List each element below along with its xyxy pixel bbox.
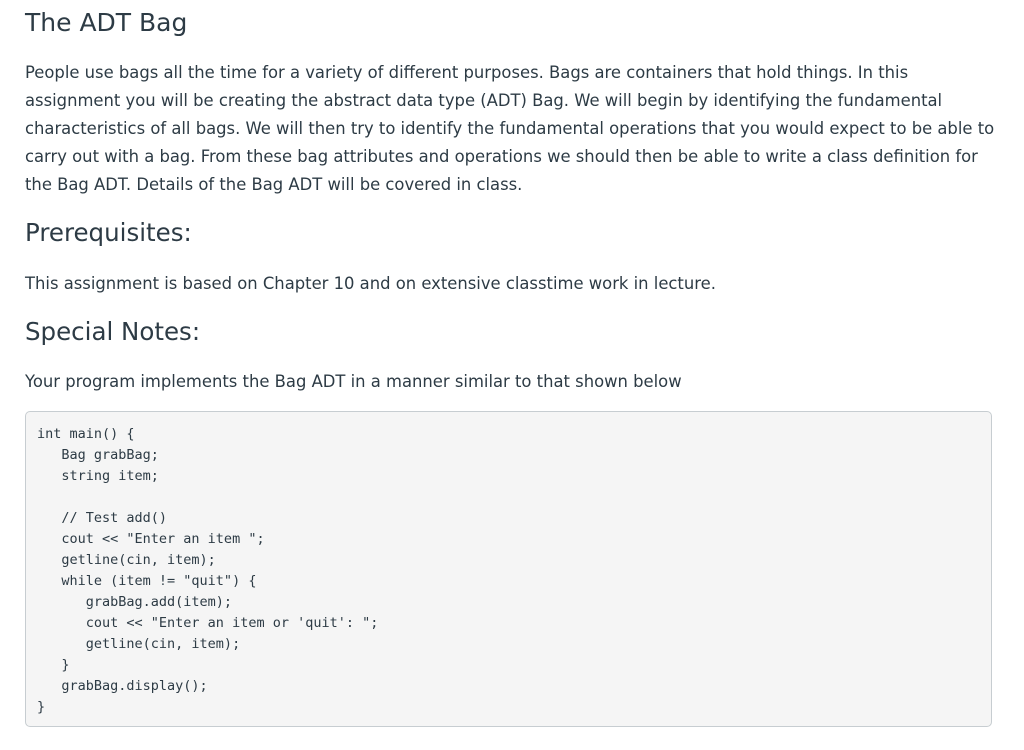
code-listing [37, 424, 378, 718]
code-line: cout << "Enter an item "; [37, 531, 265, 547]
prerequisites-text: This assignment is based on Chapter 10 and on extensive classtime work in lecture. [25, 274, 716, 293]
code-line: cout << "Enter an item or 'quit': "; [37, 615, 379, 631]
prerequisites-heading: Prerequisites: [25, 218, 192, 247]
code-line [37, 487, 378, 508]
code-line: grabBag.display(); [37, 678, 208, 694]
code-line: while (item != "quit") { [37, 573, 257, 589]
code-line: string item; [37, 468, 159, 484]
page-title: The ADT Bag [25, 8, 188, 37]
code-line: grabBag.add(item); [37, 594, 233, 610]
code-line: int main() { [37, 426, 135, 442]
code-line: // Test add() [37, 510, 168, 526]
code-line: getline(cin, item); [37, 552, 216, 568]
code-block[interactable] [25, 411, 992, 727]
code-line: Bag grabBag; [37, 447, 159, 463]
special-notes-heading: Special Notes: [25, 317, 201, 346]
special-notes-text: Your program implements the Bag ADT in a manner similar to that shown below [25, 372, 682, 391]
code-line: } [37, 699, 46, 715]
intro-paragraph: People use bags all the time for a variety of different purposes. Bags are containers that hold things. In this assignment you will be creating the abstract data type (ADT) Bag. We will begin by identifying the fundamental characteristics of all bags. We will then try to identify the fundamental operations that you would expect to be able to carry out with a bag. From these bag attributes and operations we should then be able to write a class definition for the Bag ADT. Details of the Bag ADT will be covered in class. [25, 63, 995, 194]
code-line: getline(cin, item); [37, 636, 241, 652]
code-line: } [37, 657, 70, 673]
